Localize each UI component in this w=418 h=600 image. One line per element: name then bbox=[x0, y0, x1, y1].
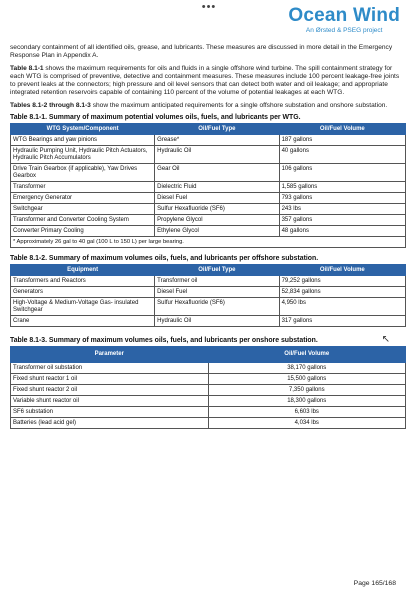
table-row bbox=[11, 298, 406, 316]
table-cell: Propylene Glycol bbox=[155, 215, 279, 226]
more-options-icon[interactable]: ••• bbox=[201, 1, 217, 13]
table-row bbox=[11, 215, 406, 226]
column-header: Oil/Fuel Type bbox=[155, 124, 279, 135]
table-row bbox=[11, 316, 406, 327]
table-header-row bbox=[11, 347, 406, 363]
table-row bbox=[11, 146, 406, 164]
table-3-title: Table 8.1-3. Summary of maximum volumes oils, fuels, and lubricants per onshore substation. bbox=[10, 337, 318, 345]
table-cell: Dielectric Fluid bbox=[155, 182, 279, 193]
table-header-row bbox=[11, 124, 406, 135]
table-cell: Transformer bbox=[11, 182, 155, 193]
table-cell: Fixed shunt reactor 2 oil bbox=[11, 385, 209, 396]
column-header: Oil/Fuel Volume bbox=[279, 265, 405, 276]
table-cell: 7,350 gallons bbox=[208, 385, 406, 396]
document-body bbox=[10, 44, 406, 429]
table-row bbox=[11, 164, 406, 182]
table-cell: 38,170 gallons bbox=[208, 363, 406, 374]
table-ref-8-1-1: Table 8.1-1 bbox=[10, 64, 44, 72]
logo-tagline: An Ørsted & PSEG project bbox=[305, 27, 383, 34]
table-cell: 18,300 gallons bbox=[208, 396, 406, 407]
table-cell: Transformers and Reactors bbox=[11, 276, 155, 287]
table-cell: 52,834 gallons bbox=[279, 287, 405, 298]
table-row bbox=[11, 374, 406, 385]
table-cell: 1,585 gallons bbox=[279, 182, 405, 193]
table-cell: Ethylene Glycol bbox=[155, 226, 279, 237]
table-cell: Hydraulic Oil bbox=[155, 146, 279, 164]
table-cell: Diesel Fuel bbox=[155, 193, 279, 204]
table-row bbox=[11, 418, 406, 429]
table-row bbox=[11, 226, 406, 237]
column-header: Parameter bbox=[11, 347, 209, 363]
logo-brand-text: Ocean Wind bbox=[288, 5, 400, 26]
table-cell: Sulfur Hexafluoride (SF6) bbox=[155, 204, 279, 215]
table-1-title: Table 8.1-1. Summary of maximum potential volumes oils, fuels, and lubricants per WTG. bbox=[10, 114, 301, 122]
table-cell: Hydraulic Pumping Unit, Hydraulic Pitch Actuators, Hydraulic Pitch Accumulators bbox=[11, 146, 155, 164]
table-cell: Grease* bbox=[155, 135, 279, 146]
table-cell: Transformer and Converter Cooling System bbox=[11, 215, 155, 226]
table-cell: Gear Oil bbox=[155, 164, 279, 182]
paragraph-3-text: show the maximum anticipated requirements for a single offshore substation and onshore substation. bbox=[90, 101, 388, 109]
table-cell: Sulfur Hexafluoride (SF6) bbox=[155, 298, 279, 316]
table-cell: Variable shunt reactor oil bbox=[11, 396, 209, 407]
column-header: WTG System/Component bbox=[11, 124, 155, 135]
column-header: Oil/Fuel Volume bbox=[208, 347, 406, 363]
table-footnote: * Approximately 26 gal to 40 gal (100 L to 150 L) per large bearing. bbox=[11, 237, 406, 248]
table-cell: SF6 substation bbox=[11, 407, 209, 418]
paragraph-2-text: shows the maximum requirements for oils and fluids in a single offshore wind turbine. The spill containment strategy for each WTG is comprised of preventive, detective and containment measures. These measures include 100 percent leakage-free joints to prevent leaks at the connectors; high pressure and oil level sensors that can detect both water and oil leakage; and appropriate integrated retention reservoirs capable of containing 110 percent of the volume of potential leakages at each WTG. bbox=[10, 64, 400, 97]
column-header: Oil/Fuel Volume bbox=[279, 124, 405, 135]
table-footnote-row bbox=[11, 237, 406, 248]
paragraph-1: secondary containment of all identified oils, grease, and lubricants. These measures are discussed in more detail in the Emergency Response Plan in Appendix A. bbox=[10, 44, 393, 60]
table-cell: 357 gallons bbox=[279, 215, 405, 226]
table-cell: Batteries (lead acid gel) bbox=[11, 418, 209, 429]
table-cell: Fixed shunt reactor 1 oil bbox=[11, 374, 209, 385]
table-cell: 40 gallons bbox=[279, 146, 405, 164]
table-row bbox=[11, 407, 406, 418]
column-header: Oil/Fuel Type bbox=[155, 265, 279, 276]
table-cell: 79,252 gallons bbox=[279, 276, 405, 287]
ocean-wind-logo bbox=[288, 6, 400, 34]
table-ref-8-1-2-3: Tables 8.1-2 through 8.1-3 bbox=[10, 101, 91, 109]
table-cell: Transformer oil substation bbox=[11, 363, 209, 374]
table-cell: Hydraulic Oil bbox=[155, 316, 279, 327]
pen-annotation-icon: ↖ bbox=[381, 334, 390, 345]
table-row bbox=[11, 182, 406, 193]
table-offshore-volumes bbox=[10, 264, 406, 327]
table-cell: Emergency Generator bbox=[11, 193, 155, 204]
table-row bbox=[11, 396, 406, 407]
table-cell: 187 gallons bbox=[279, 135, 405, 146]
table-row bbox=[11, 363, 406, 374]
table-row bbox=[11, 135, 406, 146]
table-cell: Drive Train Gearbox (if applicable), Yaw Drives Gearbox bbox=[11, 164, 155, 182]
paragraph-2 bbox=[10, 65, 406, 98]
table-cell: 15,500 gallons bbox=[208, 374, 406, 385]
table-cell: 4,034 lbs bbox=[208, 418, 406, 429]
table-cell: 4,950 lbs bbox=[279, 298, 405, 316]
table-cell: 106 gallons bbox=[279, 164, 405, 182]
table-cell: High-Voltage & Medium-Voltage Gas- insulated Switchgear bbox=[11, 298, 155, 316]
table-onshore-volumes bbox=[10, 346, 406, 429]
table-row bbox=[11, 276, 406, 287]
table-cell: 317 gallons bbox=[279, 316, 405, 327]
paragraph-3 bbox=[10, 102, 406, 110]
table-row bbox=[11, 385, 406, 396]
table-cell: Generators bbox=[11, 287, 155, 298]
table-cell: 48 gallons bbox=[279, 226, 405, 237]
table-header-row bbox=[11, 265, 406, 276]
table-cell: 243 lbs bbox=[279, 204, 405, 215]
table-cell: WTG Bearings and yaw pinions bbox=[11, 135, 155, 146]
column-header: Equipment bbox=[11, 265, 155, 276]
table-cell: Diesel Fuel bbox=[155, 287, 279, 298]
table-cell: Crane bbox=[11, 316, 155, 327]
page-number: Page 165/168 bbox=[353, 580, 396, 587]
table-cell: 793 gallons bbox=[279, 193, 405, 204]
table-wtg-volumes bbox=[10, 123, 406, 248]
table-row bbox=[11, 193, 406, 204]
table-cell: Converter Primary Cooling bbox=[11, 226, 155, 237]
table-cell: Transformer oil bbox=[155, 276, 279, 287]
table-cell: 6,603 lbs bbox=[208, 407, 406, 418]
table-row bbox=[11, 204, 406, 215]
table-cell: Switchgear bbox=[11, 204, 155, 215]
table-row bbox=[11, 287, 406, 298]
table-2-title: Table 8.1-2. Summary of maximum volumes oils, fuels, and lubricants per offshore substation. bbox=[10, 255, 319, 263]
